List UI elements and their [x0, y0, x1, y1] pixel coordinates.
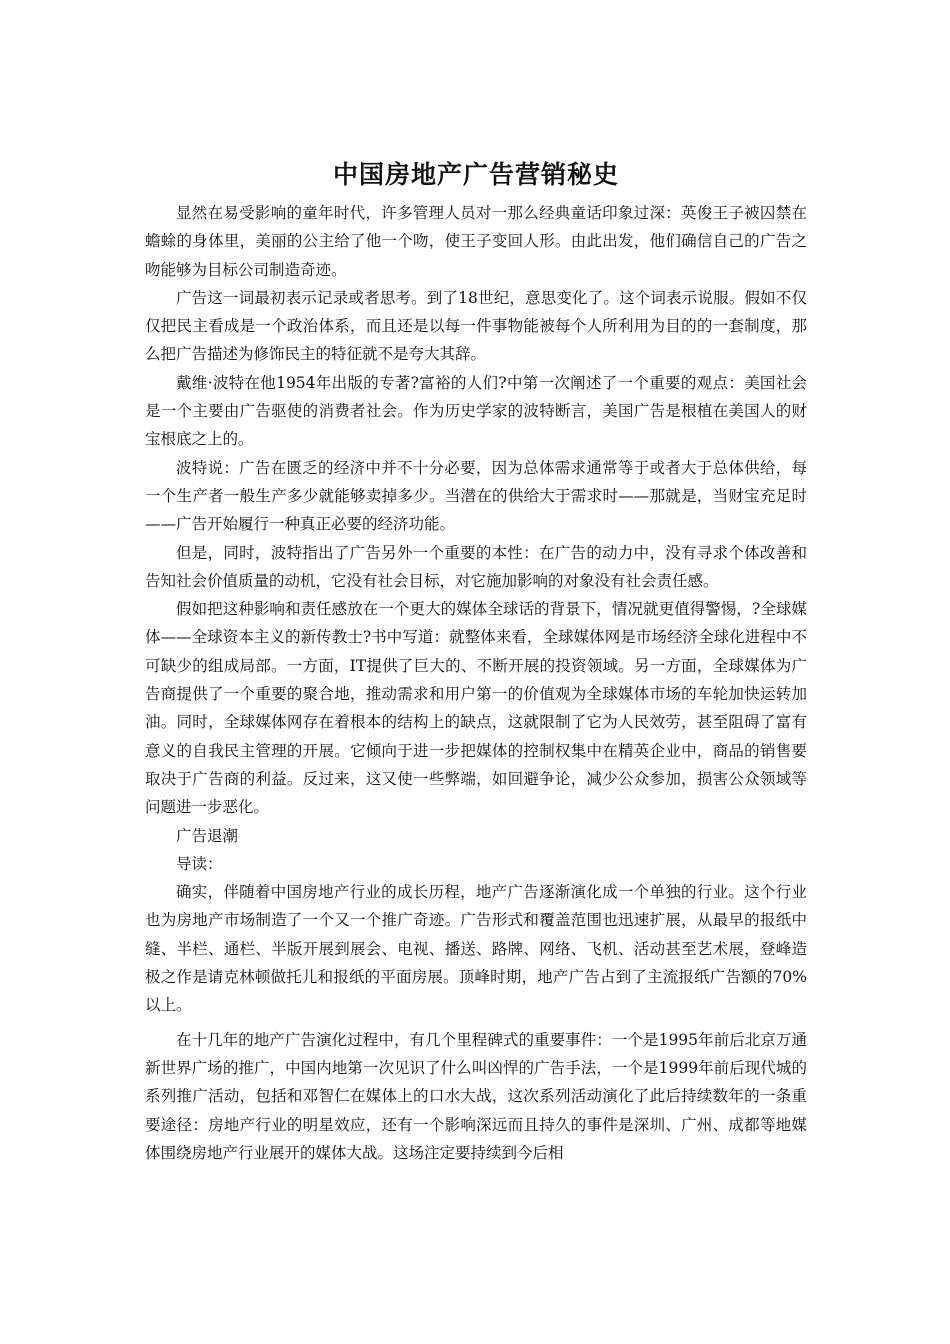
- paragraph: 在十几年的地产广告演化过程中，有几个里程碑式的重要事件：一个是1995年前后北京万通新世界广场的推广，中国内地第一次见识了什么叫凶悍的广告手法，一个是1999年前后现代城的系列推广活动，包括和邓智仁在媒体上的口水大战，这次系列活动演化了此后持续数年的一条重要途径：房地产行业的明星效应，还有一个影响深远而且持久的事件是深圳、广州、成都等地媒体围绕房地产行业展开的媒体大战。这场注定要持续到今后相: [145, 1030, 807, 1162]
- section-heading: 广告退潮: [176, 826, 239, 845]
- paragraph: 广告这一词最初表示记录或者思考。到了18世纪，意思变化了。这个词表示说服。假如不仅仅把民主看成是一个政治体系，而且还是以每一件事物能被每个人所利用为目的的一套制度，那么把广告描述为修饰民主的特征就不是夸大其辞。: [145, 288, 807, 364]
- paragraph: 波特说：广告在匮乏的经济中并不十分必要，因为总体需求通常等于或者大于总体供给，每一个生产者一般生产多少就能够卖掉多少。当潜在的供给大于需求时——那就是，当财宝充足时——广告开始履行一种真正必要的经济功能。: [145, 458, 807, 534]
- document-body: [145, 155, 807, 1167]
- paragraph: 但是，同时，波特指出了广告另外一个重要的本性：在广告的动力中，没有寻求个体改善和告知社会价值质量的动机，它没有社会目标，对它施加影响的对象没有社会责任感。: [145, 543, 807, 590]
- paragraph: 确实，伴随着中国房地产行业的成长历程，地产广告逐渐演化成一个单独的行业。这个行业也为房地产市场制造了一个又一个推广奇迹。广告形式和覆盖范围也迅速扩展，从最早的报纸中缝、半栏、通栏、半版开展到展会、电视、播送、路牌、网络、飞机、活动甚至艺术展，登峰造极之作是请克林顿做托儿和报纸的平面房展。顶峰时期，地产广告占到了主流报纸广告额的70%以上。: [145, 883, 807, 1015]
- paragraph: 显然在易受影响的童年时代，许多管理人员对一那么经典童话印象过深：英俊王子被囚禁在蟾蜍的身体里，美丽的公主给了他一个吻，使王子变回人形。由此出发，他们确信自己的广告之吻能够为目标公司制造奇迹。: [145, 204, 807, 279]
- paragraph: 戴维·波特在他1954年出版的专著?富裕的人们?中第一次阐述了一个重要的观点：美国社会是一个主要由广告驱使的消费者社会。作为历史学家的波特断言，美国广告是根植在美国人的财宝根底之上的。: [145, 373, 807, 449]
- paragraph: 假如把这种影响和责任感放在一个更大的媒体全球话的背景下，情况就更值得警惕，?全球媒体——全球资本主义的新传教士?书中写道：就整体来看，全球媒体网是市场经济全球化进程中不可缺少的组成局部。一方面，IT提供了巨大的、不断开展的投资领域。另一方面，全球媒体为广告商提供了一个重要的聚合地，推动需求和用户第一的价值观为全球媒体市场的车轮加快运转加油。同时，全球媒体网存在着根本的结构上的缺点，这就限制了它为人民效劳，甚至阻碍了富有意义的自我民主管理的开展。它倾向于进一步把媒体的控制权集中在精英企业中，商品的销售要取决于广告商的利益。反过来，这又使一些弊端，如回避争论，减少公众参加，损害公众领域等问题进一步恶化。: [145, 600, 807, 817]
- lead-label: 导读：: [176, 854, 223, 873]
- document-title: 中国房地产广告营销秘史: [332, 160, 619, 189]
